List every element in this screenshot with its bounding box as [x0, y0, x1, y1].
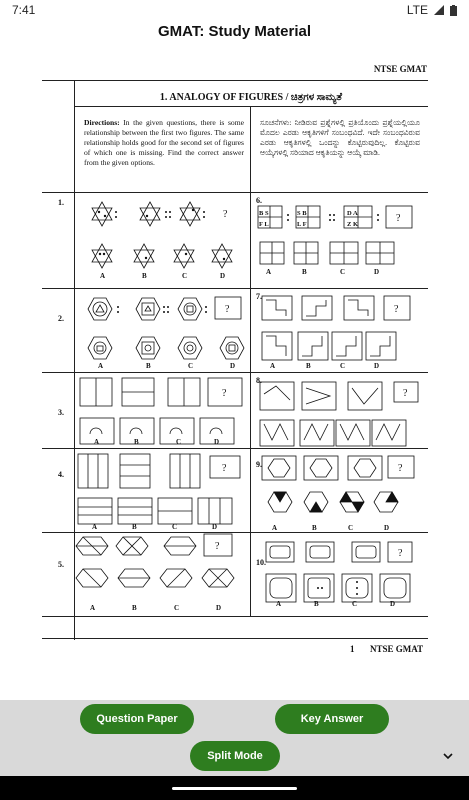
directions-kn: ಸೂಚನೆಗಳು: ನೀಡಿರುವ ಪ್ರಶ್ನೆಗಳಲ್ಲಿ ಪ್ರತಿಯೊಂದು ಪ್ರಶ್ನೆಯಲ್ಲಿಯೂ ಮೊದಲ ಎರಡು ಆಕೃತಿಗಳಿಗೆ ಸಂಬಂಧವಿದೆ. ಇದೇ ಸಂಬಂಧವಿರುವ ಎರಡು ಆಕೃತಿಗಳಲ್ಲಿ ಒಂದನ್ನು ಕೊಟ್ಟಿರುವುದಿಲ್ಲ. ಕೊಟ್ಟಿರುವ ಆಯ್ಕೆಗಳಲ್ಲಿ ಸರಿಯಾದ ಆಕೃತಿಯನ್ನು ಆಯ್ಕೆ ಮಾಡಿ. [260, 118, 420, 157]
app-title: GMAT: Study Material [157, 23, 312, 40]
network-label: LTE [406, 3, 428, 17]
option-label: C [340, 362, 346, 370]
option-label: D [384, 524, 390, 532]
question-number: 1. [58, 198, 64, 207]
missing-mark: ? [398, 463, 403, 474]
option-label: B [312, 524, 317, 532]
missing-mark: ? [223, 209, 228, 220]
option-label: B [134, 438, 139, 446]
option-label: A [266, 268, 272, 276]
page-number: 1 [350, 644, 355, 654]
status-time: 7:41 [12, 3, 36, 17]
option-label: D [220, 272, 226, 280]
status-bar [0, 0, 469, 20]
option-label: A [276, 600, 282, 608]
q6-cell-text: L F [297, 221, 307, 228]
question-number: 7. [256, 292, 262, 301]
question-number: 4. [58, 470, 64, 479]
option-label: D [390, 600, 396, 608]
option-label: C [174, 604, 180, 612]
option-label: A [270, 362, 276, 370]
missing-mark: ? [222, 388, 227, 399]
option-label: D [230, 362, 236, 370]
question-number: 3. [58, 408, 64, 417]
signal-icon [434, 5, 444, 15]
option-label: C [182, 272, 188, 280]
question-number: 8. [256, 376, 262, 385]
option-label: B [314, 600, 319, 608]
option-label: C [176, 438, 182, 446]
q6-cell-text: F L [259, 221, 269, 228]
key-answer-button[interactable]: Key Answer [275, 704, 389, 734]
system-nav-bar [0, 776, 469, 800]
option-label: A [90, 604, 96, 612]
missing-mark: ? [215, 541, 220, 552]
q6-cell-text: D A [347, 210, 358, 217]
option-label: C [172, 523, 178, 531]
option-label: B [306, 362, 311, 370]
question-number: 9. [256, 460, 262, 469]
question-number: 5. [58, 560, 64, 569]
section-title: 1. ANALOGY OF FIGURES / ಚಿತ್ರಗಳ ಸಾಮ್ಯತೆ [159, 92, 343, 103]
option-label: B [132, 604, 137, 612]
footer-brand: NTSE GMAT [370, 644, 424, 654]
option-label: D [214, 438, 220, 446]
option-label: D [374, 362, 380, 370]
question-number: 10. [256, 558, 266, 567]
chevron-down-icon[interactable] [440, 748, 456, 764]
option-label: D [374, 268, 380, 276]
option-label: C [340, 268, 346, 276]
question-number: 2. [58, 314, 64, 323]
option-label: C [352, 600, 358, 608]
option-label: D [212, 523, 218, 531]
option-label: B [142, 272, 147, 280]
doc-header: NTSE GMAT [373, 64, 427, 74]
option-label: D [216, 604, 222, 612]
directions-label: Directions: [84, 118, 120, 127]
missing-mark: ? [396, 213, 401, 224]
option-label: B [146, 362, 151, 370]
directions-en-text: In the given questions, there is some relationship between the first two figures. The same relationship holds good for the second set of figures of which one is missing. Find the correct answer from the given options. [84, 118, 244, 167]
missing-mark: ? [398, 548, 403, 559]
battery-icon [450, 5, 457, 16]
option-label: C [348, 524, 354, 532]
option-label: B [132, 523, 137, 531]
option-label: A [94, 438, 100, 446]
home-handle[interactable] [172, 787, 297, 790]
missing-mark: ? [403, 388, 408, 399]
missing-mark: ? [225, 304, 230, 315]
missing-mark: ? [222, 463, 227, 474]
question-number: 6. [256, 196, 262, 205]
option-label: B [302, 268, 307, 276]
option-label: A [98, 362, 104, 370]
status-icons [407, 3, 457, 17]
q6-cell-text: B S [259, 210, 269, 217]
split-mode-button[interactable]: Split Mode [190, 741, 280, 771]
option-label: A [272, 524, 278, 532]
option-label: A [100, 272, 106, 280]
question-paper-button[interactable]: Question Paper [80, 704, 194, 734]
missing-marks [0, 44, 469, 700]
q6-cell-text: Z K [347, 221, 359, 228]
option-label: C [188, 362, 194, 370]
bottom-action-bar [0, 700, 469, 776]
option-label: A [92, 523, 98, 531]
document-page[interactable] [0, 44, 469, 700]
q6-cell-text: S B [297, 210, 307, 217]
missing-mark: ? [394, 304, 399, 315]
